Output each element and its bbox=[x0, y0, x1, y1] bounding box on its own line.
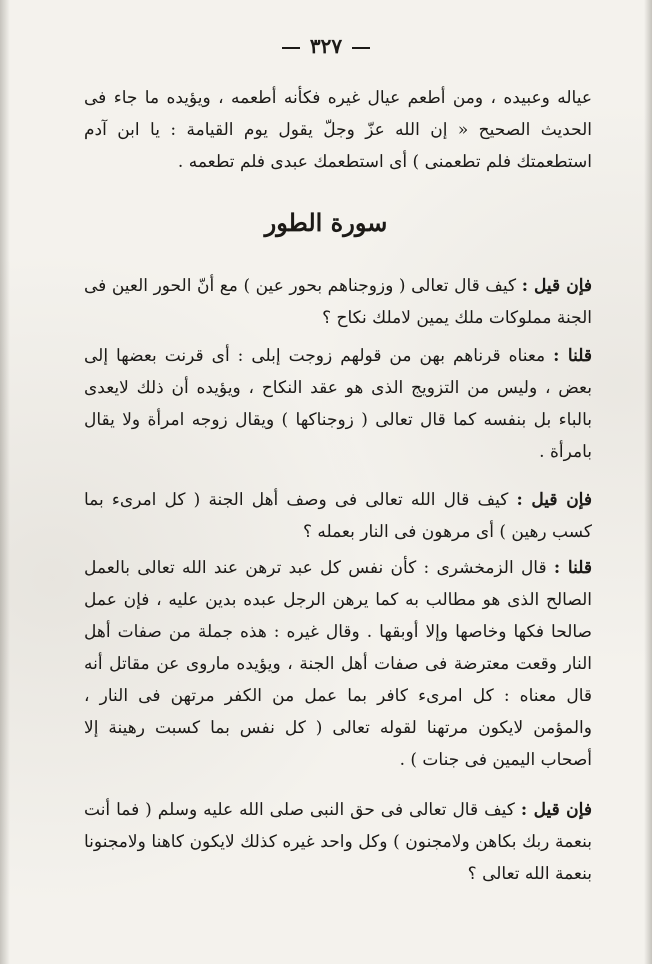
answer-label: قلنا : bbox=[553, 346, 592, 366]
answer-paragraph-1 bbox=[84, 340, 592, 468]
paragraph-text: قال الزمخشرى : كأن نفس كل عبد ترهن عند الله تعالى بالعمل الصالح الذى هو مطالب به كما يرهن الرجل عبده بدين عليه ، فإن عمل صالحا فكها وخاصها وإلا أوبقها . وقال غيره : هذه جملة من صفات أهل النار وقعت معترضة فى صفات أهل الجنة ، ويؤيده ماروى عن مقاتل أنه قال معناه : كل امرىء كافر بما عمل من الكفر مرتهن فى النار ، والمؤمن لايكون مرتهنا لقوله تعالى ( كل نفس بما كسبت رهينة إلا أصحاب اليمين فى جنات ) . bbox=[84, 558, 592, 770]
question-paragraph-3 bbox=[84, 794, 592, 890]
question-label: فإن قيل : bbox=[521, 276, 593, 296]
page-edge-shadow-left bbox=[0, 0, 10, 964]
paragraph-text: كيف قال تعالى ( وزوجناهم بحور عين ) مع أنّ الحور العين فى الجنة مملوكات ملك يمين لاملك نكاح ؟ bbox=[84, 276, 592, 328]
paragraph-text: معناه قرناهم بهن من قولهم زوجت إبلى : أى قرنت بعضها إلى بعض ، وليس من التزويج الذى هو عقد النكاح ، ويؤيده أن ذلك لايعدى بالباء بل بنفسه كما قال تعالى ( زوجناكها ) ويقال زوجه امرأة ولا يقال بامرأة . bbox=[84, 346, 592, 462]
intro-paragraph: عياله وعبيده ، ومن أطعم عيال غيره فكأنه أطعمه ، ويؤيده ما جاء فى الحديث الصحيح « إن الله عزّ وجلّ يقول يوم القيامة : يا ابن آدم استطعمتك فلم تطعمنى ) أى استطعمك عبدى فلم تطعمه . bbox=[84, 88, 592, 172]
question-paragraph-2 bbox=[84, 484, 592, 548]
header-dash-left bbox=[282, 47, 300, 49]
page-header bbox=[0, 34, 652, 58]
answer-paragraph-2 bbox=[84, 552, 592, 776]
question-label: فإن قيل : bbox=[520, 800, 592, 820]
answer-label: قلنا : bbox=[553, 558, 592, 578]
surah-title: سورة الطور bbox=[264, 208, 388, 237]
question-label: فإن قيل : bbox=[516, 490, 592, 510]
page-edge-shadow-right bbox=[644, 0, 652, 964]
paragraph-text: كيف قال الله تعالى فى وصف أهل الجنة ( كل امرىء بما كسب رهين ) أى مرهون فى النار بعمله ؟ bbox=[84, 490, 592, 542]
question-paragraph-1 bbox=[84, 270, 592, 334]
page-number: ٣٢٧ bbox=[309, 34, 343, 58]
paragraph-text: كيف قال تعالى فى حق النبى صلى الله عليه وسلم ( فما أنت بنعمة ربك بكاهن ولامجنون ) وكل واحد غيره كذلك لايكون كاهنا ولامجنونا بنعمة الله تعالى ؟ bbox=[84, 800, 592, 884]
header-dash-right bbox=[352, 47, 370, 49]
